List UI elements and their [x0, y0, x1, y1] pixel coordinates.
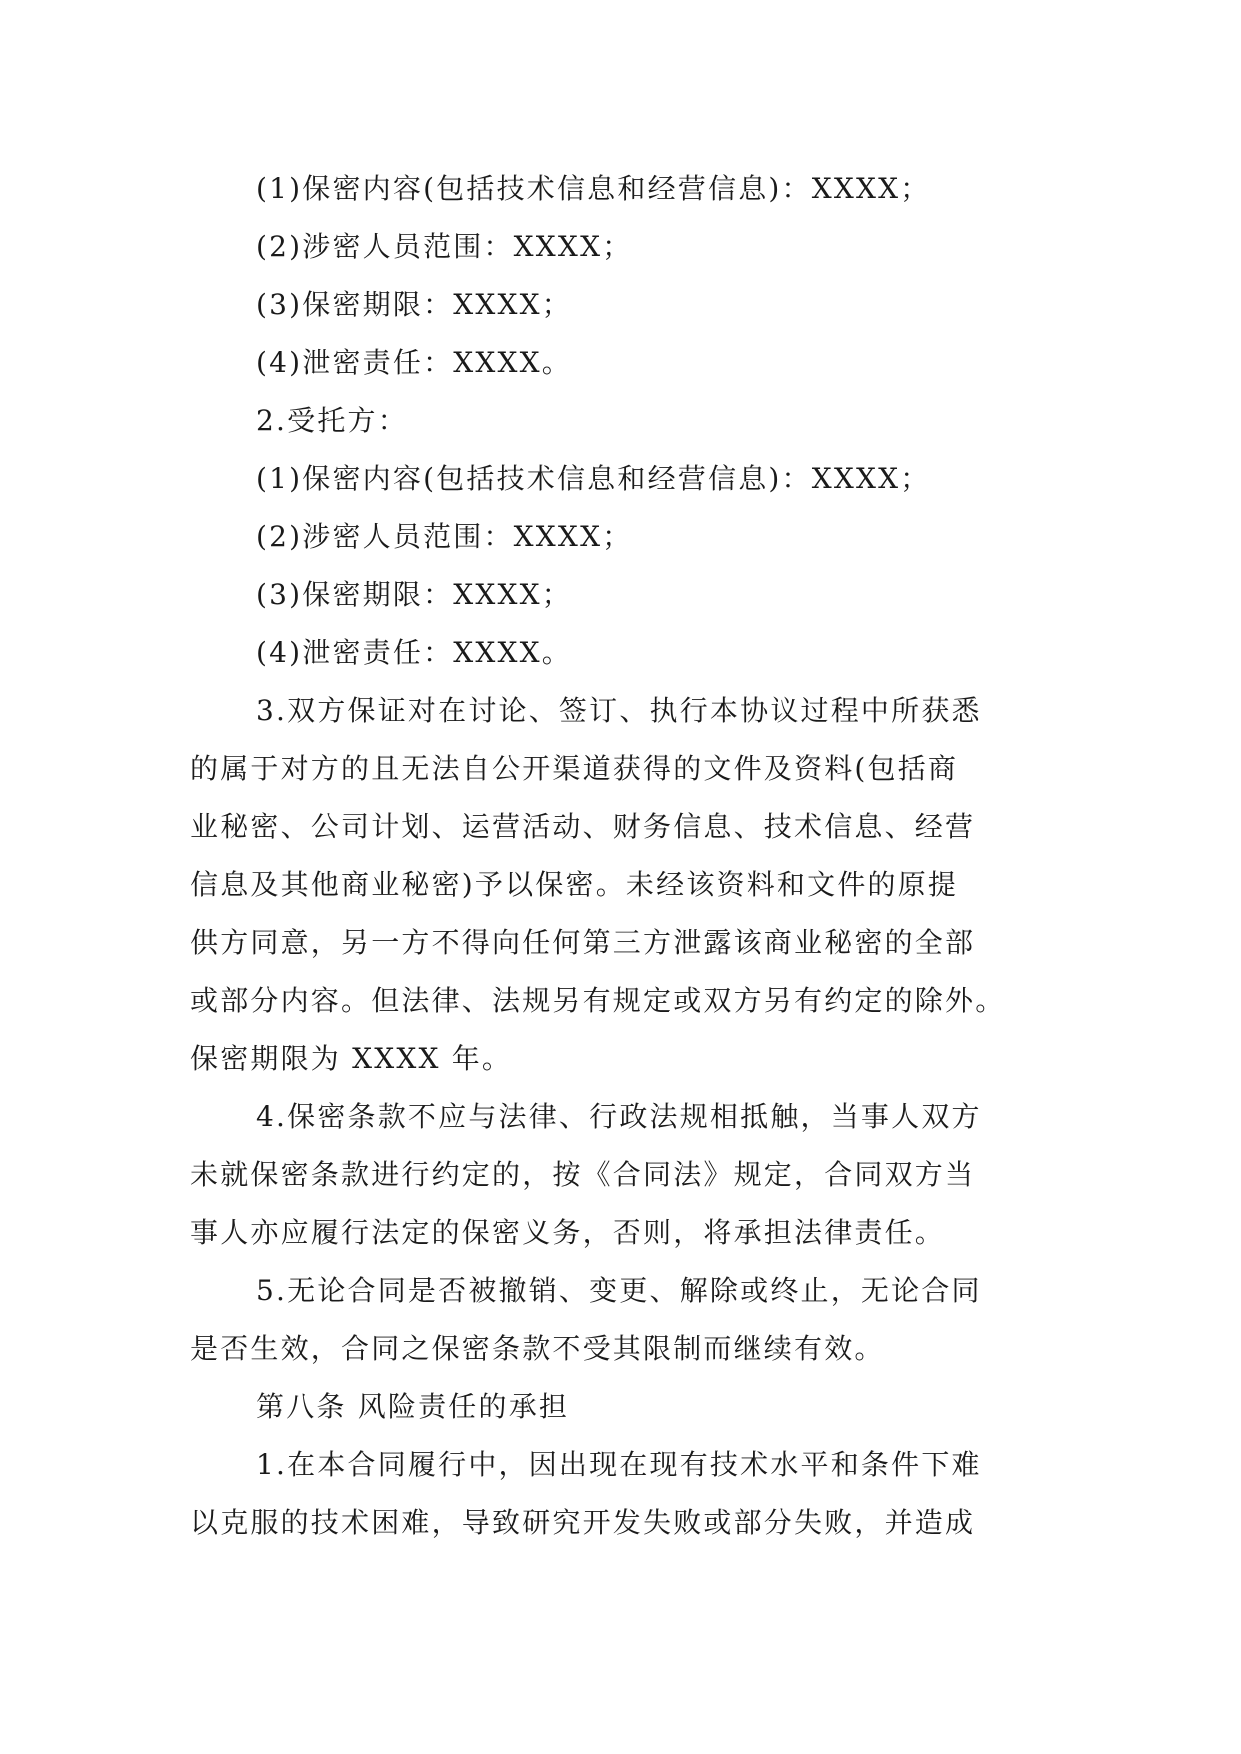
text-line: (2)涉密人员范围：XXXX；: [256, 520, 633, 553]
text-line: 2.受托方：: [256, 404, 408, 437]
text-line: 4.保密条款不应与法律、行政法规相抵触，当事人双方: [256, 1100, 982, 1133]
text-line: 的属于对方的且无法自公开渠道获得的文件及资料(包括商: [190, 752, 959, 785]
text-line: 业秘密、公司计划、运营活动、财务信息、技术信息、经营: [190, 810, 976, 843]
text-line: (2)涉密人员范围：XXXX；: [256, 230, 633, 263]
paragraph-3: [190, 682, 1051, 1088]
text-line: 5.无论合同是否被撤销、变更、解除或终止，无论合同: [256, 1274, 982, 1307]
paragraph-5: [190, 1262, 1051, 1378]
paragraph-8-1: [190, 1436, 1051, 1552]
text-line: (1)保密内容(包括技术信息和经营信息)：XXXX；: [256, 172, 931, 205]
text-line: 信息及其他商业秘密)予以保密。未经该资料和文件的原提: [190, 868, 959, 901]
text-line: 事人亦应履行法定的保密义务，否则，将承担法律责任。: [190, 1216, 946, 1249]
text-line: (3)保密期限：XXXX；: [256, 578, 572, 611]
text-line: 以克服的技术困难，导致研究开发失败或部分失败，并造成: [190, 1506, 976, 1539]
text-line: (4)泄密责任：XXXX。: [256, 636, 572, 669]
text-line: 1.在本合同履行中，因出现在现有技术水平和条件下难: [256, 1448, 982, 1481]
text-line: 是否生效，合同之保密条款不受其限制而继续有效。: [190, 1332, 885, 1365]
text-line: 3.双方保证对在讨论、签订、执行本协议过程中所获悉: [256, 694, 982, 727]
paragraph-4: [190, 1088, 1051, 1262]
text-line: 或部分内容。但法律、法规另有规定或双方另有约定的除外。: [190, 984, 1006, 1017]
text-line: (3)保密期限：XXXX；: [256, 288, 572, 321]
text-line: (4)泄密责任：XXXX。: [256, 346, 572, 379]
text-line: (1)保密内容(包括技术信息和经营信息)：XXXX；: [256, 462, 931, 495]
article-heading: 第八条 风险责任的承担: [256, 1390, 570, 1423]
text-line: 供方同意，另一方不得向任何第三方泄露该商业秘密的全部: [190, 926, 976, 959]
text-line: 保密期限为 XXXX 年。: [190, 1042, 513, 1075]
text-line: 未就保密条款进行约定的，按《合同法》规定，合同双方当: [190, 1158, 976, 1191]
document-body: [190, 160, 1051, 1552]
